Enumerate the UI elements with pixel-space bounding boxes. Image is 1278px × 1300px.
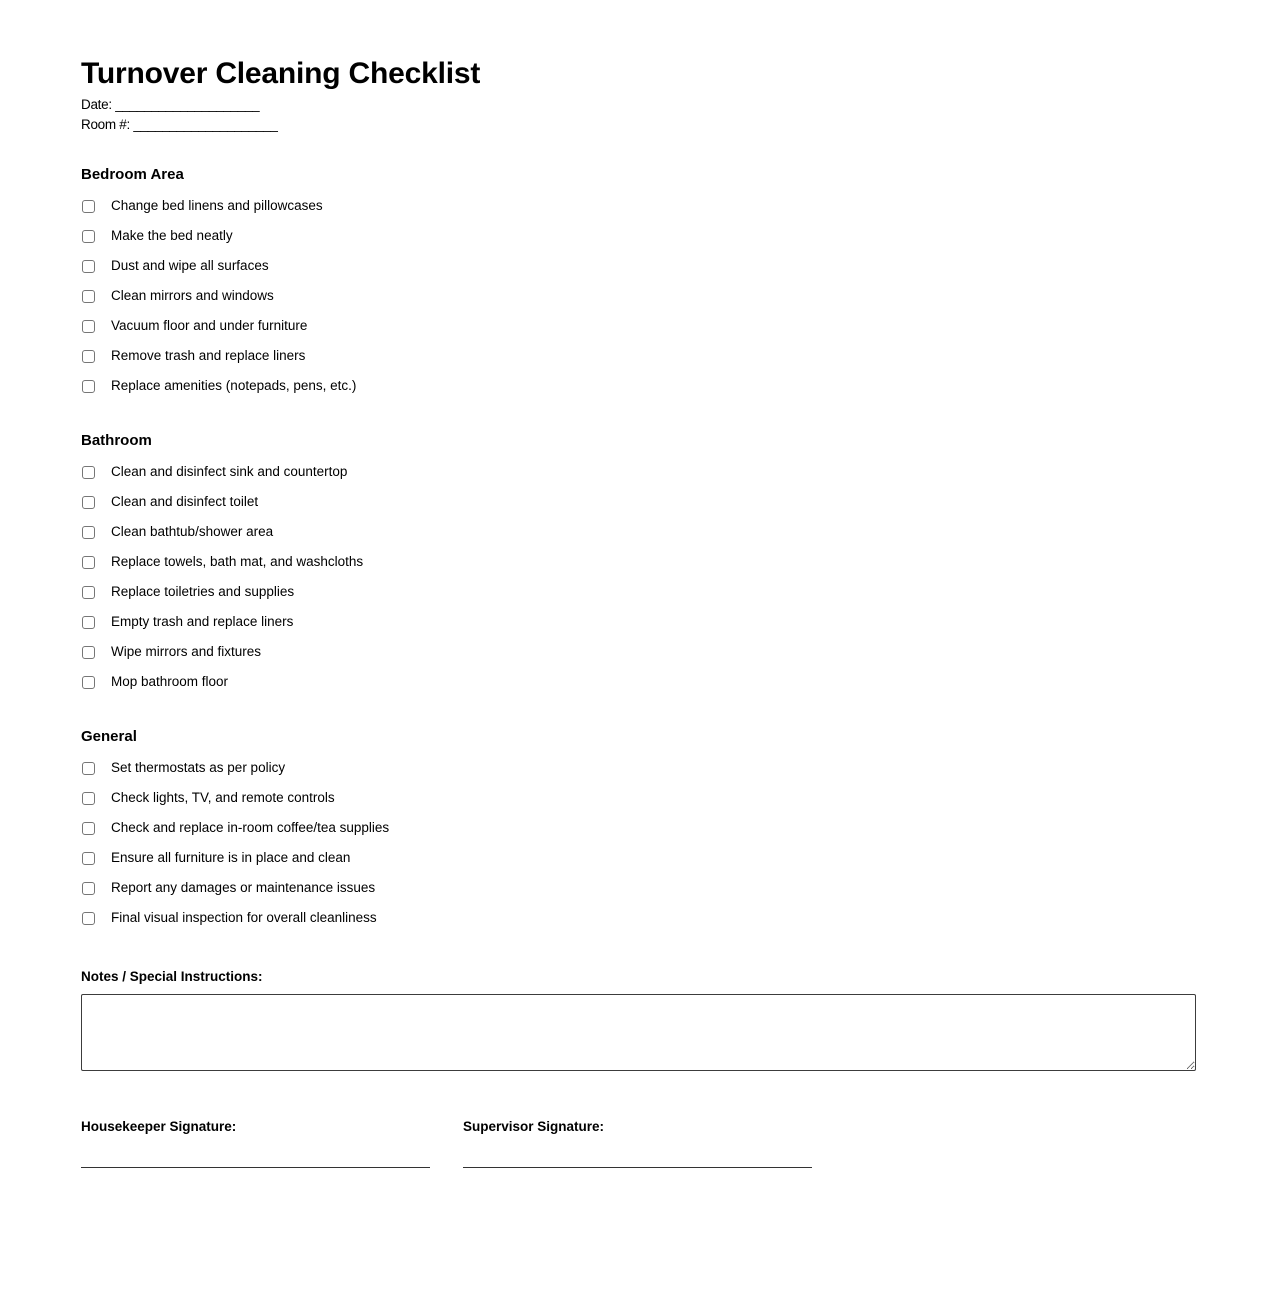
checklist-item[interactable]	[81, 637, 1196, 667]
supervisor-signature-line[interactable]	[463, 1167, 812, 1168]
checklist-item-label: Check and replace in-room coffee/tea supplies	[111, 820, 390, 835]
checkbox-icon[interactable]	[82, 350, 95, 363]
section-bedroom-area	[81, 165, 1196, 401]
checklist-item[interactable]	[81, 341, 1196, 371]
checklist-general	[81, 753, 1196, 933]
checklist-item-label: Set thermostats as per policy	[111, 760, 286, 775]
checklist-item[interactable]	[81, 221, 1196, 251]
checklist-item-label: Make the bed neatly	[111, 228, 233, 243]
checklist-item[interactable]	[81, 191, 1196, 221]
date-field-line[interactable]: Date: ____________________	[81, 97, 260, 112]
checklist-item[interactable]	[81, 843, 1196, 873]
checkbox-icon[interactable]	[82, 852, 95, 865]
checklist-item-label: Check lights, TV, and remote controls	[111, 790, 335, 805]
checklist-item[interactable]	[81, 517, 1196, 547]
checkbox-icon[interactable]	[82, 380, 95, 393]
checklist-item-label: Wipe mirrors and fixtures	[111, 644, 262, 659]
checkbox-icon[interactable]	[82, 882, 95, 895]
checklist-item-label: Change bed linens and pillowcases	[111, 198, 323, 213]
checkbox-icon[interactable]	[82, 466, 95, 479]
checklist-item-label: Replace towels, bath mat, and washcloths	[111, 554, 364, 569]
checklist-item[interactable]	[81, 457, 1196, 487]
checkbox-icon[interactable]	[82, 586, 95, 599]
checkbox-icon[interactable]	[82, 320, 95, 333]
checklist-item[interactable]	[81, 371, 1196, 401]
checklist-item-label: Dust and wipe all surfaces	[111, 258, 269, 273]
checklist-item-label: Clean and disinfect sink and countertop	[111, 464, 348, 479]
checklist-item-label: Replace amenities (notepads, pens, etc.)	[111, 378, 357, 393]
checkbox-icon[interactable]	[82, 526, 95, 539]
checklist-bedroom-area	[81, 191, 1196, 401]
signature-block	[81, 1118, 1196, 1168]
room-number-field-line[interactable]: Room #: ____________________	[81, 117, 278, 132]
notes-label: Notes / Special Instructions:	[81, 969, 263, 984]
checklist-item[interactable]	[81, 753, 1196, 783]
checklist-item-label: Empty trash and replace liners	[111, 614, 294, 629]
supervisor-signature-label: Supervisor Signature:	[463, 1119, 605, 1134]
checklist-item-label: Remove trash and replace liners	[111, 348, 306, 363]
checklist-item-label: Report any damages or maintenance issues	[111, 880, 376, 895]
section-bathroom	[81, 431, 1196, 697]
checklist-item[interactable]	[81, 577, 1196, 607]
checklist-item[interactable]	[81, 903, 1196, 933]
checklist-item[interactable]	[81, 311, 1196, 341]
checkbox-icon[interactable]	[82, 822, 95, 835]
checkbox-icon[interactable]	[82, 676, 95, 689]
section-heading: Bedroom Area	[81, 166, 184, 183]
section-general	[81, 727, 1196, 933]
checkbox-icon[interactable]	[82, 200, 95, 213]
checklist-item-label: Ensure all furniture is in place and clean	[111, 850, 351, 865]
checklist-item[interactable]	[81, 547, 1196, 577]
notes-block	[81, 968, 1196, 1071]
section-heading: General	[81, 728, 137, 745]
checklist-item[interactable]	[81, 251, 1196, 281]
checklist-item-label: Final visual inspection for overall cleanliness	[111, 910, 377, 925]
checkbox-icon[interactable]	[82, 762, 95, 775]
housekeeper-signature-line[interactable]	[81, 1167, 430, 1168]
checklist-item-label: Clean mirrors and windows	[111, 288, 274, 303]
checkbox-icon[interactable]	[82, 912, 95, 925]
checklist-item-label: Vacuum floor and under furniture	[111, 318, 308, 333]
checklist-item-label: Clean and disinfect toilet	[111, 494, 259, 509]
checklist-item[interactable]	[81, 873, 1196, 903]
supervisor-signature-column	[463, 1118, 812, 1168]
checklist-item[interactable]	[81, 281, 1196, 311]
checklist-item-label: Replace toiletries and supplies	[111, 584, 295, 599]
checkbox-icon[interactable]	[82, 556, 95, 569]
checkbox-icon[interactable]	[82, 496, 95, 509]
checklist-item-label: Mop bathroom floor	[111, 674, 229, 689]
checkbox-icon[interactable]	[82, 290, 95, 303]
checklist-item[interactable]	[81, 607, 1196, 637]
notes-input[interactable]	[81, 994, 1196, 1071]
housekeeper-signature-label: Housekeeper Signature:	[81, 1119, 237, 1134]
checklist-item[interactable]	[81, 487, 1196, 517]
housekeeper-signature-column	[81, 1118, 430, 1168]
section-heading: Bathroom	[81, 432, 152, 449]
checklist-item-label: Clean bathtub/shower area	[111, 524, 274, 539]
checklist-item[interactable]	[81, 667, 1196, 697]
checklist-item[interactable]	[81, 783, 1196, 813]
checkbox-icon[interactable]	[82, 230, 95, 243]
checkbox-icon[interactable]	[82, 792, 95, 805]
page-title: Turnover Cleaning Checklist	[81, 57, 481, 90]
checkbox-icon[interactable]	[82, 646, 95, 659]
checkbox-icon[interactable]	[82, 616, 95, 629]
checkbox-icon[interactable]	[82, 260, 95, 273]
checklist-bathroom	[81, 457, 1196, 697]
checklist-item[interactable]	[81, 813, 1196, 843]
form-meta-block	[81, 95, 1196, 135]
